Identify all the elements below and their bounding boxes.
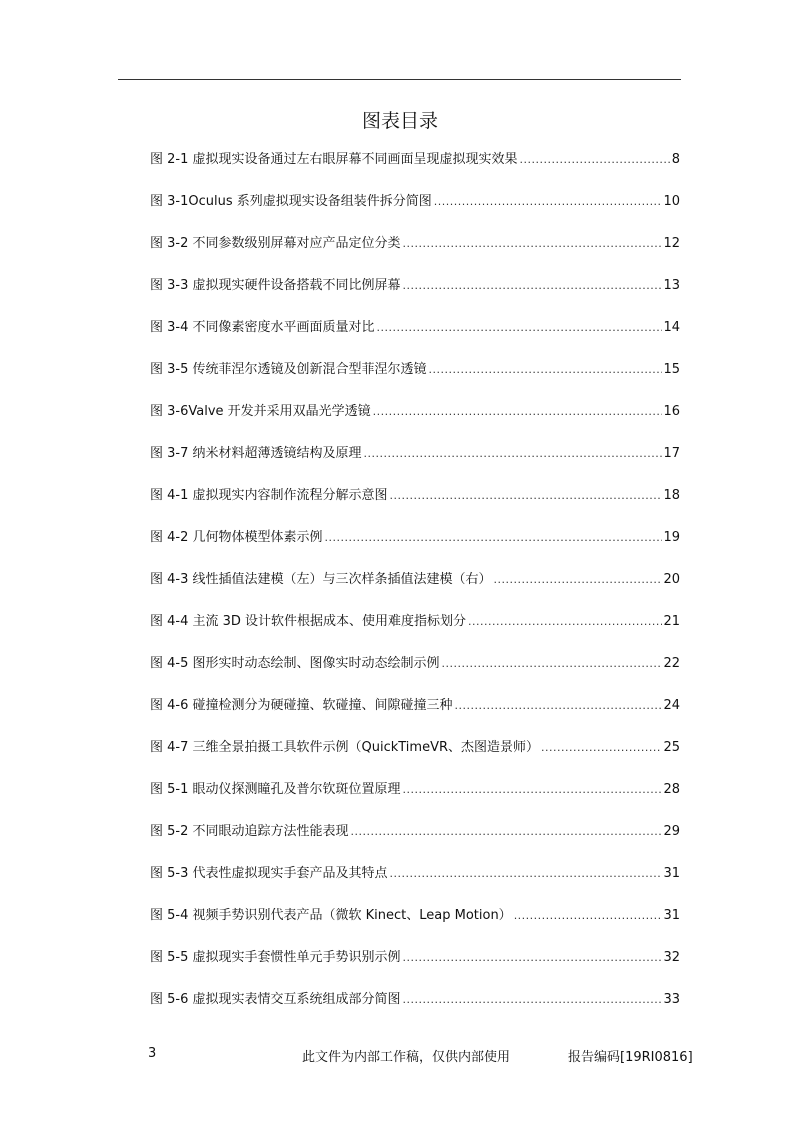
toc-entry[interactable] xyxy=(150,193,680,235)
toc-entry-leader xyxy=(403,949,663,967)
toc-entry-page: 24 xyxy=(663,698,680,713)
toc-entry[interactable] xyxy=(150,571,680,613)
footer-page-number: 3 xyxy=(148,1046,157,1061)
toc-entry-leader xyxy=(434,193,663,211)
toc-entry-leader xyxy=(442,655,663,673)
toc-entry[interactable] xyxy=(150,151,680,193)
toc-entry-label: 图 5-4 视频手势识别代表产品（微软 Kinect、Leap Motion） xyxy=(150,908,512,923)
toc-entry-leader xyxy=(364,445,663,463)
toc-entry-page: 29 xyxy=(663,824,680,839)
toc-entry-leader xyxy=(325,529,663,547)
toc-entry[interactable] xyxy=(150,319,680,361)
toc-entry[interactable] xyxy=(150,907,680,949)
toc-entry-leader xyxy=(429,361,663,379)
toc-entry-label: 图 5-6 虚拟现实表情交互系统组成部分简图 xyxy=(150,992,401,1007)
toc-entry-label: 图 3-4 不同像素密度水平画面质量对比 xyxy=(150,320,375,335)
toc-entry-leader xyxy=(403,991,663,1009)
toc-entry-label: 图 3-7 纳米材料超薄透镜结构及原理 xyxy=(150,446,362,461)
toc-entry-leader xyxy=(390,487,663,505)
toc-entry-page: 18 xyxy=(663,488,680,503)
toc-entry[interactable] xyxy=(150,613,680,655)
toc-entry-label: 图 4-2 几何物体模型体素示例 xyxy=(150,530,323,545)
toc-entry-page: 20 xyxy=(663,572,680,587)
toc-entry-label: 图 4-4 主流 3D 设计软件根据成本、使用难度指标划分 xyxy=(150,614,467,629)
toc-entry-page: 31 xyxy=(663,866,680,881)
toc-entry-label: 图 5-1 眼动仪探测瞳孔及普尔钦斑位置原理 xyxy=(150,782,401,797)
footer-report-code: 报告编码[19RI0816] xyxy=(568,1050,693,1065)
toc-entry[interactable] xyxy=(150,361,680,403)
toc-entry[interactable] xyxy=(150,487,680,529)
toc-entry-leader xyxy=(377,319,663,337)
toc-entry-label: 图 4-7 三维全景拍摄工具软件示例（QuickTimeVR、杰图造景师） xyxy=(150,740,539,755)
toc-entry-leader xyxy=(520,151,671,169)
toc-entry-leader xyxy=(351,823,663,841)
toc-entry-leader xyxy=(390,865,663,883)
page-title: 图表目录 xyxy=(361,110,438,132)
toc-entry-page: 15 xyxy=(663,362,680,377)
toc-entry[interactable] xyxy=(150,949,680,991)
toc-entry-label: 图 3-3 虚拟现实硬件设备搭载不同比例屏幕 xyxy=(150,278,401,293)
toc-entry-label: 图 5-5 虚拟现实手套惯性单元手势识别示例 xyxy=(150,950,401,965)
toc-entry-leader xyxy=(455,697,663,715)
toc-entry[interactable] xyxy=(150,235,680,277)
toc-entry-leader xyxy=(514,907,663,925)
toc-entry[interactable] xyxy=(150,697,680,739)
toc-entry-page: 32 xyxy=(663,950,680,965)
toc-entry-page: 17 xyxy=(663,446,680,461)
toc-entry-page: 31 xyxy=(663,908,680,923)
toc-entry-leader xyxy=(403,781,663,799)
toc-entry[interactable] xyxy=(150,403,680,445)
footer-note: 此文件为内部工作稿，仅供内部使用 xyxy=(302,1050,511,1065)
toc-entry-label: 图 3-6Valve 开发并采用双晶光学透镜 xyxy=(150,404,371,419)
toc-entry-page: 33 xyxy=(663,992,680,1007)
toc-entry[interactable] xyxy=(150,823,680,865)
toc-entry-page: 22 xyxy=(663,656,680,671)
toc-entry-page: 8 xyxy=(671,152,680,167)
toc-entry-leader xyxy=(373,403,663,421)
toc-entry-page: 21 xyxy=(663,614,680,629)
header-rule xyxy=(118,79,681,80)
toc-entry[interactable] xyxy=(150,739,680,781)
toc-entry-page: 10 xyxy=(663,194,680,209)
toc-entry-label: 图 4-3 线性插值法建模（左）与三次样条插值法建模（右） xyxy=(150,572,492,587)
toc-entry[interactable] xyxy=(150,445,680,487)
toc-entry-label: 图 3-5 传统菲涅尔透镜及创新混合型菲涅尔透镜 xyxy=(150,362,427,377)
toc-entry[interactable] xyxy=(150,655,680,697)
toc-entry[interactable] xyxy=(150,865,680,907)
toc-entry[interactable] xyxy=(150,529,680,571)
toc-entry-label: 图 4-5 图形实时动态绘制、图像实时动态绘制示例 xyxy=(150,656,440,671)
toc-entry-page: 28 xyxy=(663,782,680,797)
toc-entry[interactable] xyxy=(150,277,680,319)
toc-entry-leader xyxy=(468,613,662,631)
toc-entry-leader xyxy=(403,277,663,295)
toc-entry-label: 图 3-1Oculus 系列虚拟现实设备组装件拆分简图 xyxy=(150,194,432,209)
toc-entry-page: 14 xyxy=(663,320,680,335)
toc-entry-page: 19 xyxy=(663,530,680,545)
toc-entry-label: 图 3-2 不同参数级别屏幕对应产品定位分类 xyxy=(150,236,401,251)
toc-entry-leader xyxy=(494,571,663,589)
toc-entry-label: 图 5-3 代表性虚拟现实手套产品及其特点 xyxy=(150,866,388,881)
toc-entry[interactable] xyxy=(150,991,680,1033)
toc-entry-page: 16 xyxy=(663,404,680,419)
toc-entry[interactable] xyxy=(150,781,680,823)
toc-entry-label: 图 4-1 虚拟现实内容制作流程分解示意图 xyxy=(150,488,388,503)
toc-entry-leader xyxy=(541,739,662,757)
figure-list xyxy=(150,151,680,1033)
toc-entry-page: 12 xyxy=(663,236,680,251)
toc-entry-page: 25 xyxy=(663,740,680,755)
toc-entry-label: 图 5-2 不同眼动追踪方法性能表现 xyxy=(150,824,349,839)
toc-entry-page: 13 xyxy=(663,278,680,293)
toc-entry-leader xyxy=(403,235,663,253)
toc-entry-label: 图 2-1 虚拟现实设备通过左右眼屏幕不同画面呈现虚拟现实效果 xyxy=(150,152,518,167)
toc-entry-label: 图 4-6 碰撞检测分为硬碰撞、软碰撞、间隙碰撞三种 xyxy=(150,698,453,713)
